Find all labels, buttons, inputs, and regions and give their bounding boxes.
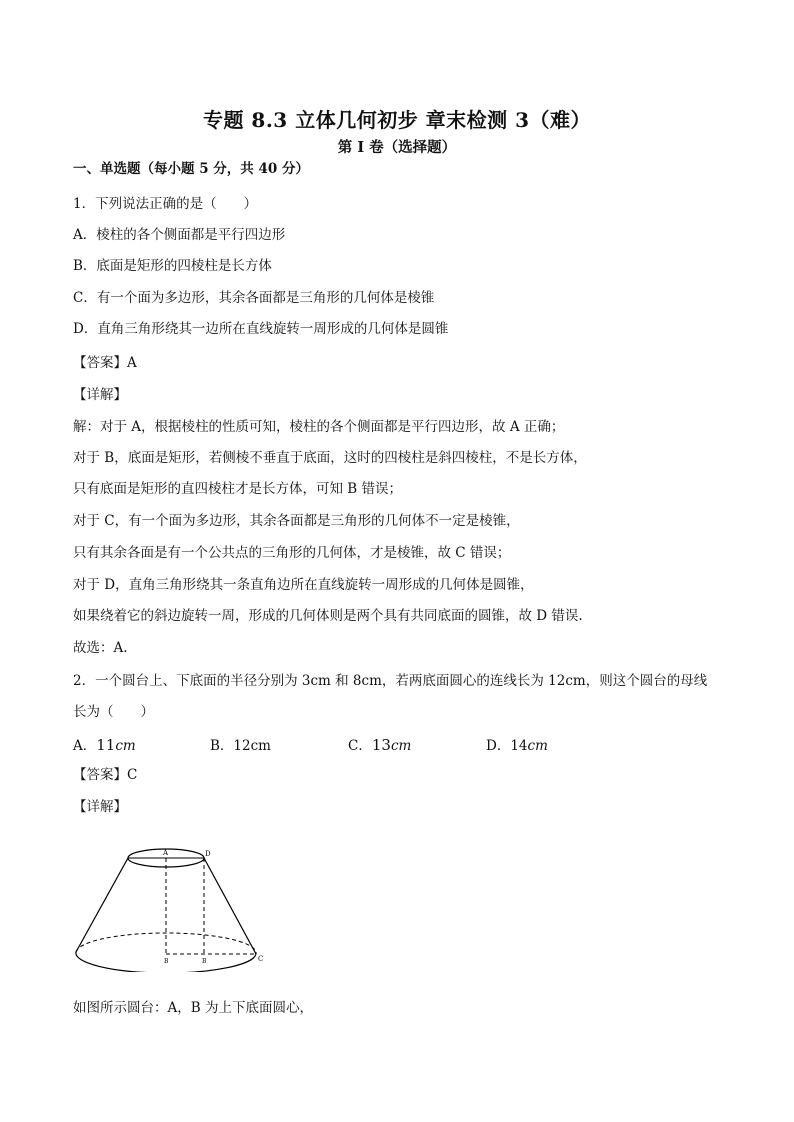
q2-option-a-value: 11 <box>96 736 116 754</box>
q2-option-b-value: 12cm <box>233 738 271 754</box>
q2-option-b <box>210 734 271 754</box>
label-b-foot: B <box>202 958 207 965</box>
label-c: C <box>258 955 264 963</box>
q2-option-d-value: 14 <box>510 738 528 754</box>
q2-option-c <box>348 734 411 754</box>
q1-stem: 1．下列说法正确的是（ ） <box>73 196 258 212</box>
q1-explanation-line: 解：对于 A，根据棱柱的性质可知，棱柱的各个侧面都是平行四边形，故 A 正确； <box>73 419 565 435</box>
q2-option-d-unit: cm <box>527 738 548 754</box>
q1-explanation-line: 对于 D，直角三角形绕其一条直角边所在直线旋转一周形成的几何体是圆锥， <box>73 577 534 593</box>
q1-explanation-line: 故选：A. <box>73 640 128 656</box>
q2-answer: 【答案】C <box>73 767 138 783</box>
q1-explanation-line: 只有其余各面是有一个公共点的三角形的几何体，才是棱锥，故 C 错误； <box>73 545 511 561</box>
q1-option-d: D．直角三角形绕其一边所在直线旋转一周形成的几何体是圆锥 <box>73 321 449 337</box>
q1-option-c: C．有一个面为多边形，其余各面都是三角形的几何体是棱锥 <box>73 290 435 306</box>
q2-option-c-unit: cm <box>390 738 412 754</box>
q2-option-a-letter: A． <box>73 738 97 754</box>
q2-option-d <box>486 734 548 754</box>
q2-option-c-letter: C． <box>348 738 372 754</box>
q2-figure-caption: 如图所示圆台：A，B 为上下底面圆心， <box>73 1000 313 1016</box>
q1-detail-label: 【详解】 <box>73 387 127 403</box>
section-heading: 一、单选题（每小题 5 分，共 40 分） <box>73 161 309 177</box>
label-b: B <box>164 958 169 965</box>
q2-option-a <box>73 734 136 754</box>
q1-answer: 【答案】A <box>73 355 137 371</box>
q1-explanation-line: 对于 C，有一个面为多边形，其余各面都是三角形的几何体不一定是棱锥， <box>73 513 520 529</box>
label-d: D <box>205 850 211 858</box>
q1-option-a: A．棱柱的各个侧面都是平行四边形 <box>73 227 286 243</box>
q2-stem-line1: 2．一个圆台上、下底面的半径分别为 3cm 和 8cm，若两底面圆心的连线长为 12cm，则这个圆台的母线 <box>73 673 708 689</box>
right-generatrix <box>204 858 256 954</box>
q2-stem-line2: 长为（ ） <box>73 704 154 720</box>
q1-explanation-line: 如果绕着它的斜边旋转一周，形成的几何体则是两个具有共同底面的圆锥，故 D 错误. <box>73 608 583 624</box>
frustum-figure <box>70 842 270 972</box>
q2-option-d-letter: D． <box>486 738 511 754</box>
q2-detail-label: 【详解】 <box>73 799 127 815</box>
left-generatrix <box>76 858 128 952</box>
q2-option-a-unit: cm <box>115 738 136 754</box>
page-subtitle: 第 I 卷（选择题） <box>337 139 457 156</box>
q1-option-b: B．底面是矩形的四棱柱是长方体 <box>73 258 272 274</box>
q2-option-b-letter: B． <box>210 738 234 754</box>
q1-explanation-line: 对于 B，底面是矩形，若侧棱不垂直于底面，这时的四棱柱是斜四棱柱，不是长方体， <box>73 450 587 466</box>
q1-explanation-line: 只有底面是矩形的直四棱柱才是长方体，可知 B 错误； <box>73 481 403 497</box>
label-a: A <box>163 849 169 857</box>
q2-option-c-value: 13 <box>371 736 391 754</box>
page-title: 专题 8.3 立体几何初步 章末检测 3（难） <box>202 108 592 132</box>
